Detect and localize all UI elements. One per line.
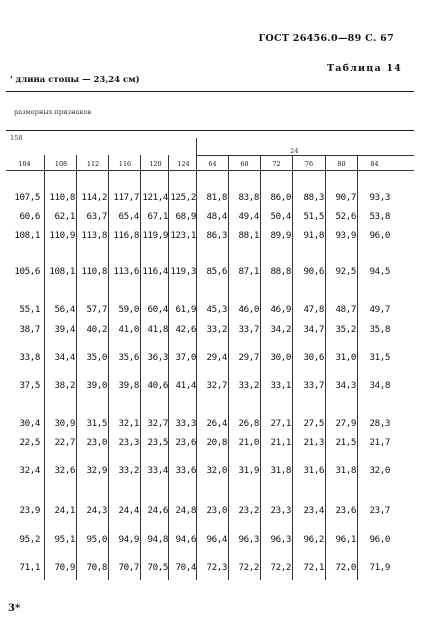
table-cell: 88,8 [270, 266, 291, 277]
table-cell: 86,0 [270, 192, 291, 203]
table-cell: 23,6 [335, 505, 356, 516]
table-cell: 41,0 [118, 324, 139, 335]
table-cell: 35,2 [335, 324, 356, 335]
table-cell: 94,9 [118, 534, 139, 545]
table-cell: 38,2 [54, 380, 75, 391]
table-cell: 31,6 [303, 465, 324, 476]
table-cell: 93,3 [369, 192, 390, 203]
table-cell: 50,4 [270, 211, 291, 222]
table-cell: 34,7 [303, 324, 324, 335]
table-cell: 33,6 [175, 465, 196, 476]
table-title: Таблица 14 [326, 63, 402, 74]
table-cell: 45,3 [206, 304, 227, 315]
table-cell: 33,7 [238, 324, 259, 335]
table-cell: 49,4 [238, 211, 259, 222]
table-cell: 70,8 [86, 562, 107, 573]
table-cell: 94,5 [369, 266, 390, 277]
table-cell: 39,8 [118, 380, 139, 391]
table-cell: 26,8 [238, 418, 259, 429]
table-cell: 81,8 [206, 192, 227, 203]
table-cell: 125,2 [170, 192, 196, 203]
table-cell: 94,6 [175, 534, 196, 545]
table-cell: 88,3 [303, 192, 324, 203]
table-cell: 32,9 [86, 465, 107, 476]
table-cell: 72,3 [206, 562, 227, 573]
table-cell: 96,0 [369, 230, 390, 241]
table-cell: 26,4 [206, 418, 227, 429]
table-cell: 31,8 [335, 465, 356, 476]
table-cell: 32,7 [206, 380, 227, 391]
column-divider [108, 155, 109, 580]
table-cell: 29,4 [206, 352, 227, 363]
table-cell: 37,5 [19, 380, 40, 391]
table-cell: 33,1 [270, 380, 291, 391]
table-cell: 53,8 [369, 211, 390, 222]
table-cell: 21,0 [238, 437, 259, 448]
table-cell: 36,3 [147, 352, 168, 363]
table-cell: 30,0 [270, 352, 291, 363]
column-header: 64 [208, 160, 217, 168]
table-cell: 71,1 [19, 562, 40, 573]
table-cell: 23,9 [19, 505, 40, 516]
table-cell: 70,5 [147, 562, 168, 573]
table-cell: 72,0 [335, 562, 356, 573]
table-cell: 33,8 [19, 352, 40, 363]
table-cell: 94,8 [147, 534, 168, 545]
table-cell: 96,2 [303, 534, 324, 545]
table-cell: 86,3 [206, 230, 227, 241]
table-cell: 32,0 [206, 465, 227, 476]
column-header: 104 [18, 160, 31, 168]
table-cell: 72,1 [303, 562, 324, 573]
table-cell: 48,7 [335, 304, 356, 315]
table-cell: 63,7 [86, 211, 107, 222]
column-divider [140, 155, 141, 580]
table-cell: 29,7 [238, 352, 259, 363]
document-reference: ГОСТ 26456.0—89 С. 67 [258, 33, 394, 44]
table-cell: 119,3 [170, 266, 196, 277]
table-cell: 22,7 [54, 437, 75, 448]
table-top-border [6, 130, 414, 131]
table-cell: 95,0 [86, 534, 107, 545]
table-cell: 22,5 [19, 437, 40, 448]
table-cell: 31,0 [335, 352, 356, 363]
table-cell: 60,6 [19, 211, 40, 222]
table-cell: 33,7 [303, 380, 324, 391]
section-note: размерных признаков [14, 108, 92, 116]
table-cell: 93,9 [335, 230, 356, 241]
table-cell: 23,7 [369, 505, 390, 516]
table-cell: 110,9 [49, 230, 75, 241]
table-cell: 30,4 [19, 418, 40, 429]
column-header-divider [6, 170, 414, 171]
table-cell: 88,1 [238, 230, 259, 241]
table-cell: 59,0 [118, 304, 139, 315]
column-header: 124 [177, 160, 190, 168]
table-cell: 33,2 [206, 324, 227, 335]
table-cell: 40,6 [147, 380, 168, 391]
table-cell: 23,0 [86, 437, 107, 448]
table-cell: 55,1 [19, 304, 40, 315]
table-cell: 34,3 [335, 380, 356, 391]
table-cell: 96,3 [238, 534, 259, 545]
table-cell: 108,1 [14, 230, 40, 241]
page-mark: 3* [8, 603, 21, 614]
group-label-left: 158 [10, 134, 23, 142]
column-header: 112 [86, 160, 100, 168]
table-cell: 117,7 [113, 192, 139, 203]
table-cell: 23,5 [147, 437, 168, 448]
table-cell: 71,9 [369, 562, 390, 573]
table-cell: 70,4 [175, 562, 196, 573]
table-cell: 114,2 [81, 192, 107, 203]
table-cell: 96,1 [335, 534, 356, 545]
table-cell: 68,9 [175, 211, 196, 222]
table-cell: 30,6 [303, 352, 324, 363]
table-cell: 24,8 [175, 505, 196, 516]
table-cell: 96,3 [270, 534, 291, 545]
table-cell: 21,7 [369, 437, 390, 448]
table-cell: 60,4 [147, 304, 168, 315]
table-cell: 113,8 [81, 230, 107, 241]
table-cell: 57,7 [86, 304, 107, 315]
table-cell: 113,6 [113, 266, 139, 277]
table-cell: 62,1 [54, 211, 75, 222]
table-cell: 96,0 [369, 534, 390, 545]
table-cell: 95,2 [19, 534, 40, 545]
table-cell: 40,2 [86, 324, 107, 335]
table-cell: 28,3 [369, 418, 390, 429]
table-cell: 123,1 [170, 230, 196, 241]
table-cell: 23,3 [270, 505, 291, 516]
table-cell: 27,5 [303, 418, 324, 429]
table-cell: 89,9 [270, 230, 291, 241]
table-cell: 39,4 [54, 324, 75, 335]
table-cell: 48,4 [206, 211, 227, 222]
column-divider [168, 155, 169, 580]
table-cell: 35,6 [118, 352, 139, 363]
table-cell: 33,3 [175, 418, 196, 429]
table-cell: 33,2 [118, 465, 139, 476]
table-cell: 105,6 [14, 266, 40, 277]
table-cell: 70,7 [118, 562, 139, 573]
table-cell: 38,7 [19, 324, 40, 335]
table-cell: 90,7 [335, 192, 356, 203]
table-cell: 83,8 [238, 192, 259, 203]
table-cell: 23,4 [303, 505, 324, 516]
column-divider [44, 155, 45, 580]
table-cell: 24,6 [147, 505, 168, 516]
table-cell: 31,9 [238, 465, 259, 476]
table-cell: 121,4 [142, 192, 168, 203]
table-cell: 32,7 [147, 418, 168, 429]
table-cell: 96,4 [206, 534, 227, 545]
table-cell: 21,3 [303, 437, 324, 448]
column-divider [76, 155, 77, 580]
column-header: 108 [54, 160, 68, 168]
table-cell: 21,5 [335, 437, 356, 448]
table-cell: 23,0 [206, 505, 227, 516]
column-header: 84 [370, 160, 379, 168]
column-header: 116 [118, 160, 132, 168]
table-cell: 32,6 [54, 465, 75, 476]
table-cell: 32,4 [19, 465, 40, 476]
table-cell: 110,8 [49, 192, 75, 203]
column-header: 68 [240, 160, 249, 168]
table-cell: 116,8 [113, 230, 139, 241]
table-cell: 32,0 [369, 465, 390, 476]
table-cell: 30,9 [54, 418, 75, 429]
table-cell: 52,6 [335, 211, 356, 222]
table-cell: 35,0 [86, 352, 107, 363]
table-cell: 27,1 [270, 418, 291, 429]
table-cell: 51,5 [303, 211, 324, 222]
column-header: 80 [337, 160, 346, 168]
table-cell: 95,1 [54, 534, 75, 545]
table-cell: 85,6 [206, 266, 227, 277]
table-cell: 41,8 [147, 324, 168, 335]
header-divider [6, 91, 414, 92]
table-cell: 20,8 [206, 437, 227, 448]
table-cell: 23,2 [238, 505, 259, 516]
table-cell: 37,0 [175, 352, 196, 363]
table-cell: 70,9 [54, 562, 75, 573]
table-cell: 72,2 [238, 562, 259, 573]
table-cell: 41,4 [175, 380, 196, 391]
table-cell: 31,8 [270, 465, 291, 476]
column-header: 120 [149, 160, 162, 168]
table-cell: 56,4 [54, 304, 75, 315]
table-cell: 61,9 [175, 304, 196, 315]
table-cell: 67,1 [147, 211, 168, 222]
table-cell: 119,9 [142, 230, 168, 241]
table-cell: 34,8 [369, 380, 390, 391]
table-cell: 23,6 [175, 437, 196, 448]
table-cell: 92,5 [335, 266, 356, 277]
table-cell: 46,9 [270, 304, 291, 315]
table-cell: 32,1 [118, 418, 139, 429]
table-cell: 34,4 [54, 352, 75, 363]
table-cell: 108,1 [49, 266, 75, 277]
table-cell: 72,2 [270, 562, 291, 573]
table-cell: 23,3 [118, 437, 139, 448]
table-cell: 46,0 [238, 304, 259, 315]
table-cell: 107,5 [14, 192, 40, 203]
table-cell: 24,3 [86, 505, 107, 516]
table-cell: 42,6 [175, 324, 196, 335]
table-cell: 65,4 [118, 211, 139, 222]
group-label-right: 24 [290, 147, 299, 155]
table-cell: 31,5 [369, 352, 390, 363]
table-cell: 110,8 [81, 266, 107, 277]
table-cell: 90,6 [303, 266, 324, 277]
table-cell: 33,2 [238, 380, 259, 391]
table-cell: 24,1 [54, 505, 75, 516]
table-cell: 39,0 [86, 380, 107, 391]
table-cell: 47,8 [303, 304, 324, 315]
table-cell: 116,4 [142, 266, 168, 277]
table-cell: 27,9 [335, 418, 356, 429]
table-cell: 87,1 [238, 266, 259, 277]
table-subtitle: ' длина стопы — 23,24 см) [10, 75, 140, 85]
column-header: 72 [272, 160, 281, 168]
table-cell: 35,8 [369, 324, 390, 335]
table-cell: 21,1 [270, 437, 291, 448]
table-cell: 33,4 [147, 465, 168, 476]
table-cell: 49,7 [369, 304, 390, 315]
table-cell: 24,4 [118, 505, 139, 516]
table-cell: 91,8 [303, 230, 324, 241]
table-cell: 31,5 [86, 418, 107, 429]
column-header: 76 [304, 160, 314, 168]
table-cell: 34,2 [270, 324, 291, 335]
